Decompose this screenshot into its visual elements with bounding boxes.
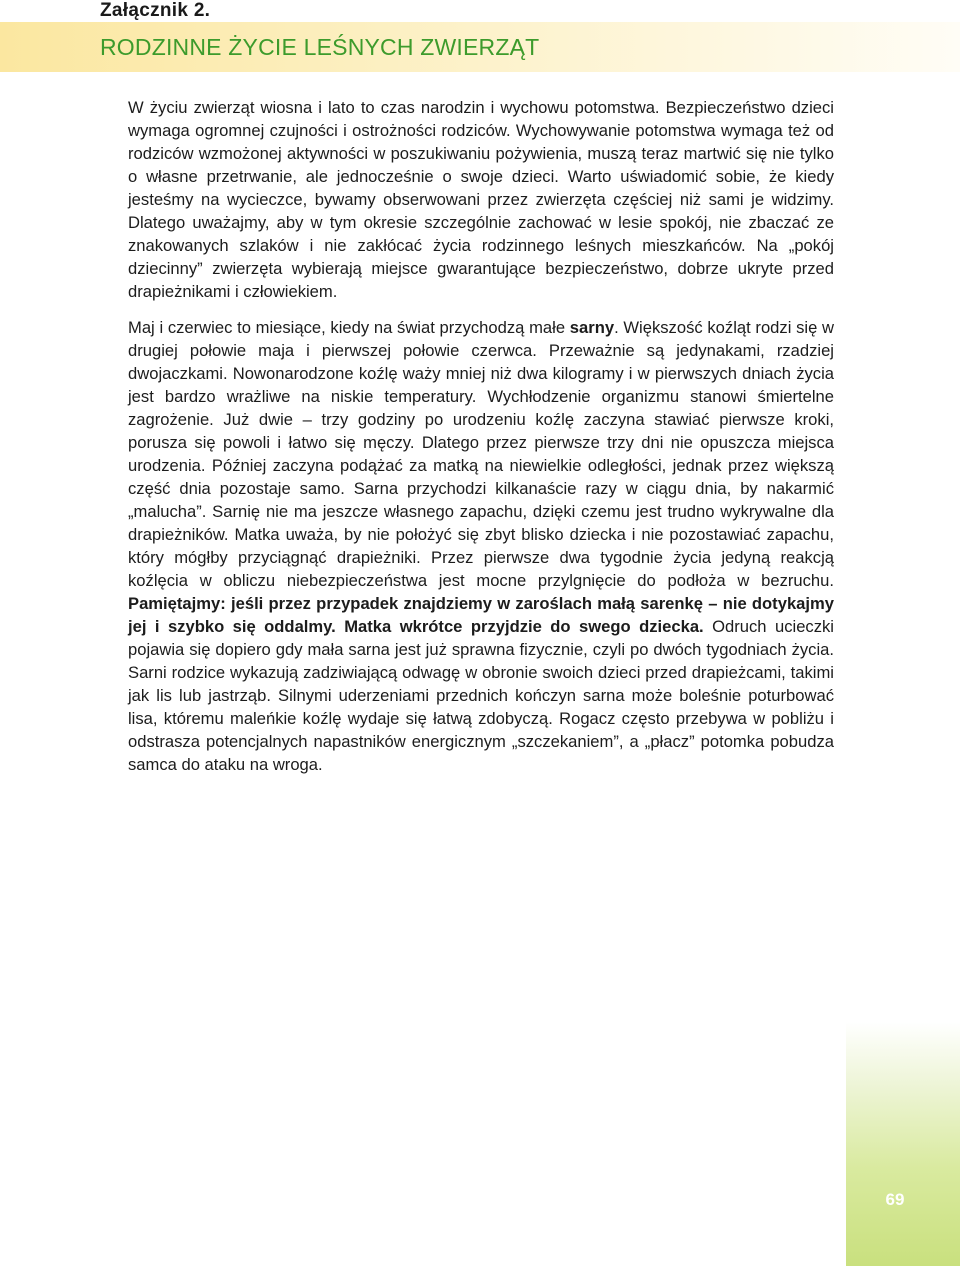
emphasis-warning: Pamiętajmy: jeśli przez przypadek znajdziemy w zaroślach małą sarenkę – nie dotykajmy jej i szybko się oddalmy. Matka wkrótce przyjdzie do swego dziecka. bbox=[128, 594, 834, 636]
title-band bbox=[0, 22, 960, 72]
paragraph-roe-deer bbox=[128, 316, 834, 776]
paragraph-text: W życiu zwierząt wiosna i lato to czas narodzin i wychowu potomstwa. Bezpieczeństwo dzieci wymaga ogromnej czujności i ostrożności rodziców. Wychowywanie potomstwa wymaga też od rodziców wzmożonej aktywności w poszukiwaniu pożywienia, muszą teraz martwić się nie tylko o własne przetrwanie, ale jednocześnie o swoje dzieci. Warto uświadomić sobie, że kiedy jesteśmy na wycieczce, bywamy obserwowani przez zwierzęta częściej niż sami je widzimy. Dlatego uważajmy, aby w tym okresie szczególnie zachować w lesie spokój, nie zbaczać ze znakowanych szlaków i nie zakłócać życia rodzinnego leśnych mieszkańców. Na „pokój dziecinny” zwierzęta wybierają miejsce gwarantujące bezpieczeństwo, dobrze ukryte przed drapieżnikami i człowiekiem. bbox=[128, 98, 834, 301]
emphasis-sarny: sarny bbox=[569, 318, 615, 337]
paragraph-text: Maj i czerwiec to miesiące, kiedy na świat przychodzą małe bbox=[128, 318, 570, 337]
page-title: RODZINNE ŻYCIE LEŚNYCH ZWIERZĄT bbox=[100, 34, 540, 60]
article-body bbox=[128, 96, 834, 789]
page-number: 69 bbox=[885, 1190, 905, 1209]
paragraph-text: . Większość koźląt rodzi się w drugiej połowie maja i pierwszej połowie czerwca. Przeważnie są jedynakami, rzadziej dwojaczkami. Nowonarodzone koźlę waży mniej niż dwa kilogramy i w pierwszych dniach życia jest bardzo wrażliwe na niskie temperatury. Wychłodzenie organizmu stanowi śmiertelne zagrożenie. Już dwie – trzy godziny po urodzeniu koźlę zaczyna stawiać pierwsze kroki, porusza się powoli i łatwo się męczy. Dlatego przez pierwsze trzy dni nie opuszcza miejsca urodzenia. Później zaczyna podążać za matką na niewielkie odległości, jednak przez większą część dnia pozostaje samo. Sarna przychodzi kilkanaście razy w ciągu dnia, by nakarmić „malucha”. Sarnię nie ma jeszcze własnego zapachu, dzięki czemu jest trudno wykrywalne dla drapieżników. Matka uważa, by nie położyć się zbyt blisko dziecka i nie pozostawiać zapachu, który mógłby przyciągnąć drapieżniki. Przez pierwsze dwa tygodnie życia jedyną reakcją koźlęcia w obliczu niebezpieczeństwa jest mocne przylgnięcie do podłoża w bezruchu. bbox=[128, 318, 834, 590]
paragraph-intro bbox=[128, 96, 834, 303]
paragraph-text: Odruch ucieczki pojawia się dopiero gdy mała sarna jest już sprawna fizycznie, czyli po dwóch tygodniach życia. Sarni rodzice wykazują zadziwiającą odwagę w obronie swoich dzieci przed drapieżcami, takimi jak lis lub jastrząb. Silnymi uderzeniami przednich kończyn sarna może boleśnie poturbować lisa, któremu maleńkie koźlę wydaje się łatwą zdobyczą. Rogacz często przebywa w pobliżu i odstrasza potencjalnych napastników energicznym „szczekaniem”, a „płacz” potomka pobudza samca do ataku na wroga. bbox=[128, 617, 834, 774]
annex-label: Załącznik 2. bbox=[100, 0, 211, 21]
page-number-tab bbox=[846, 1022, 960, 1266]
